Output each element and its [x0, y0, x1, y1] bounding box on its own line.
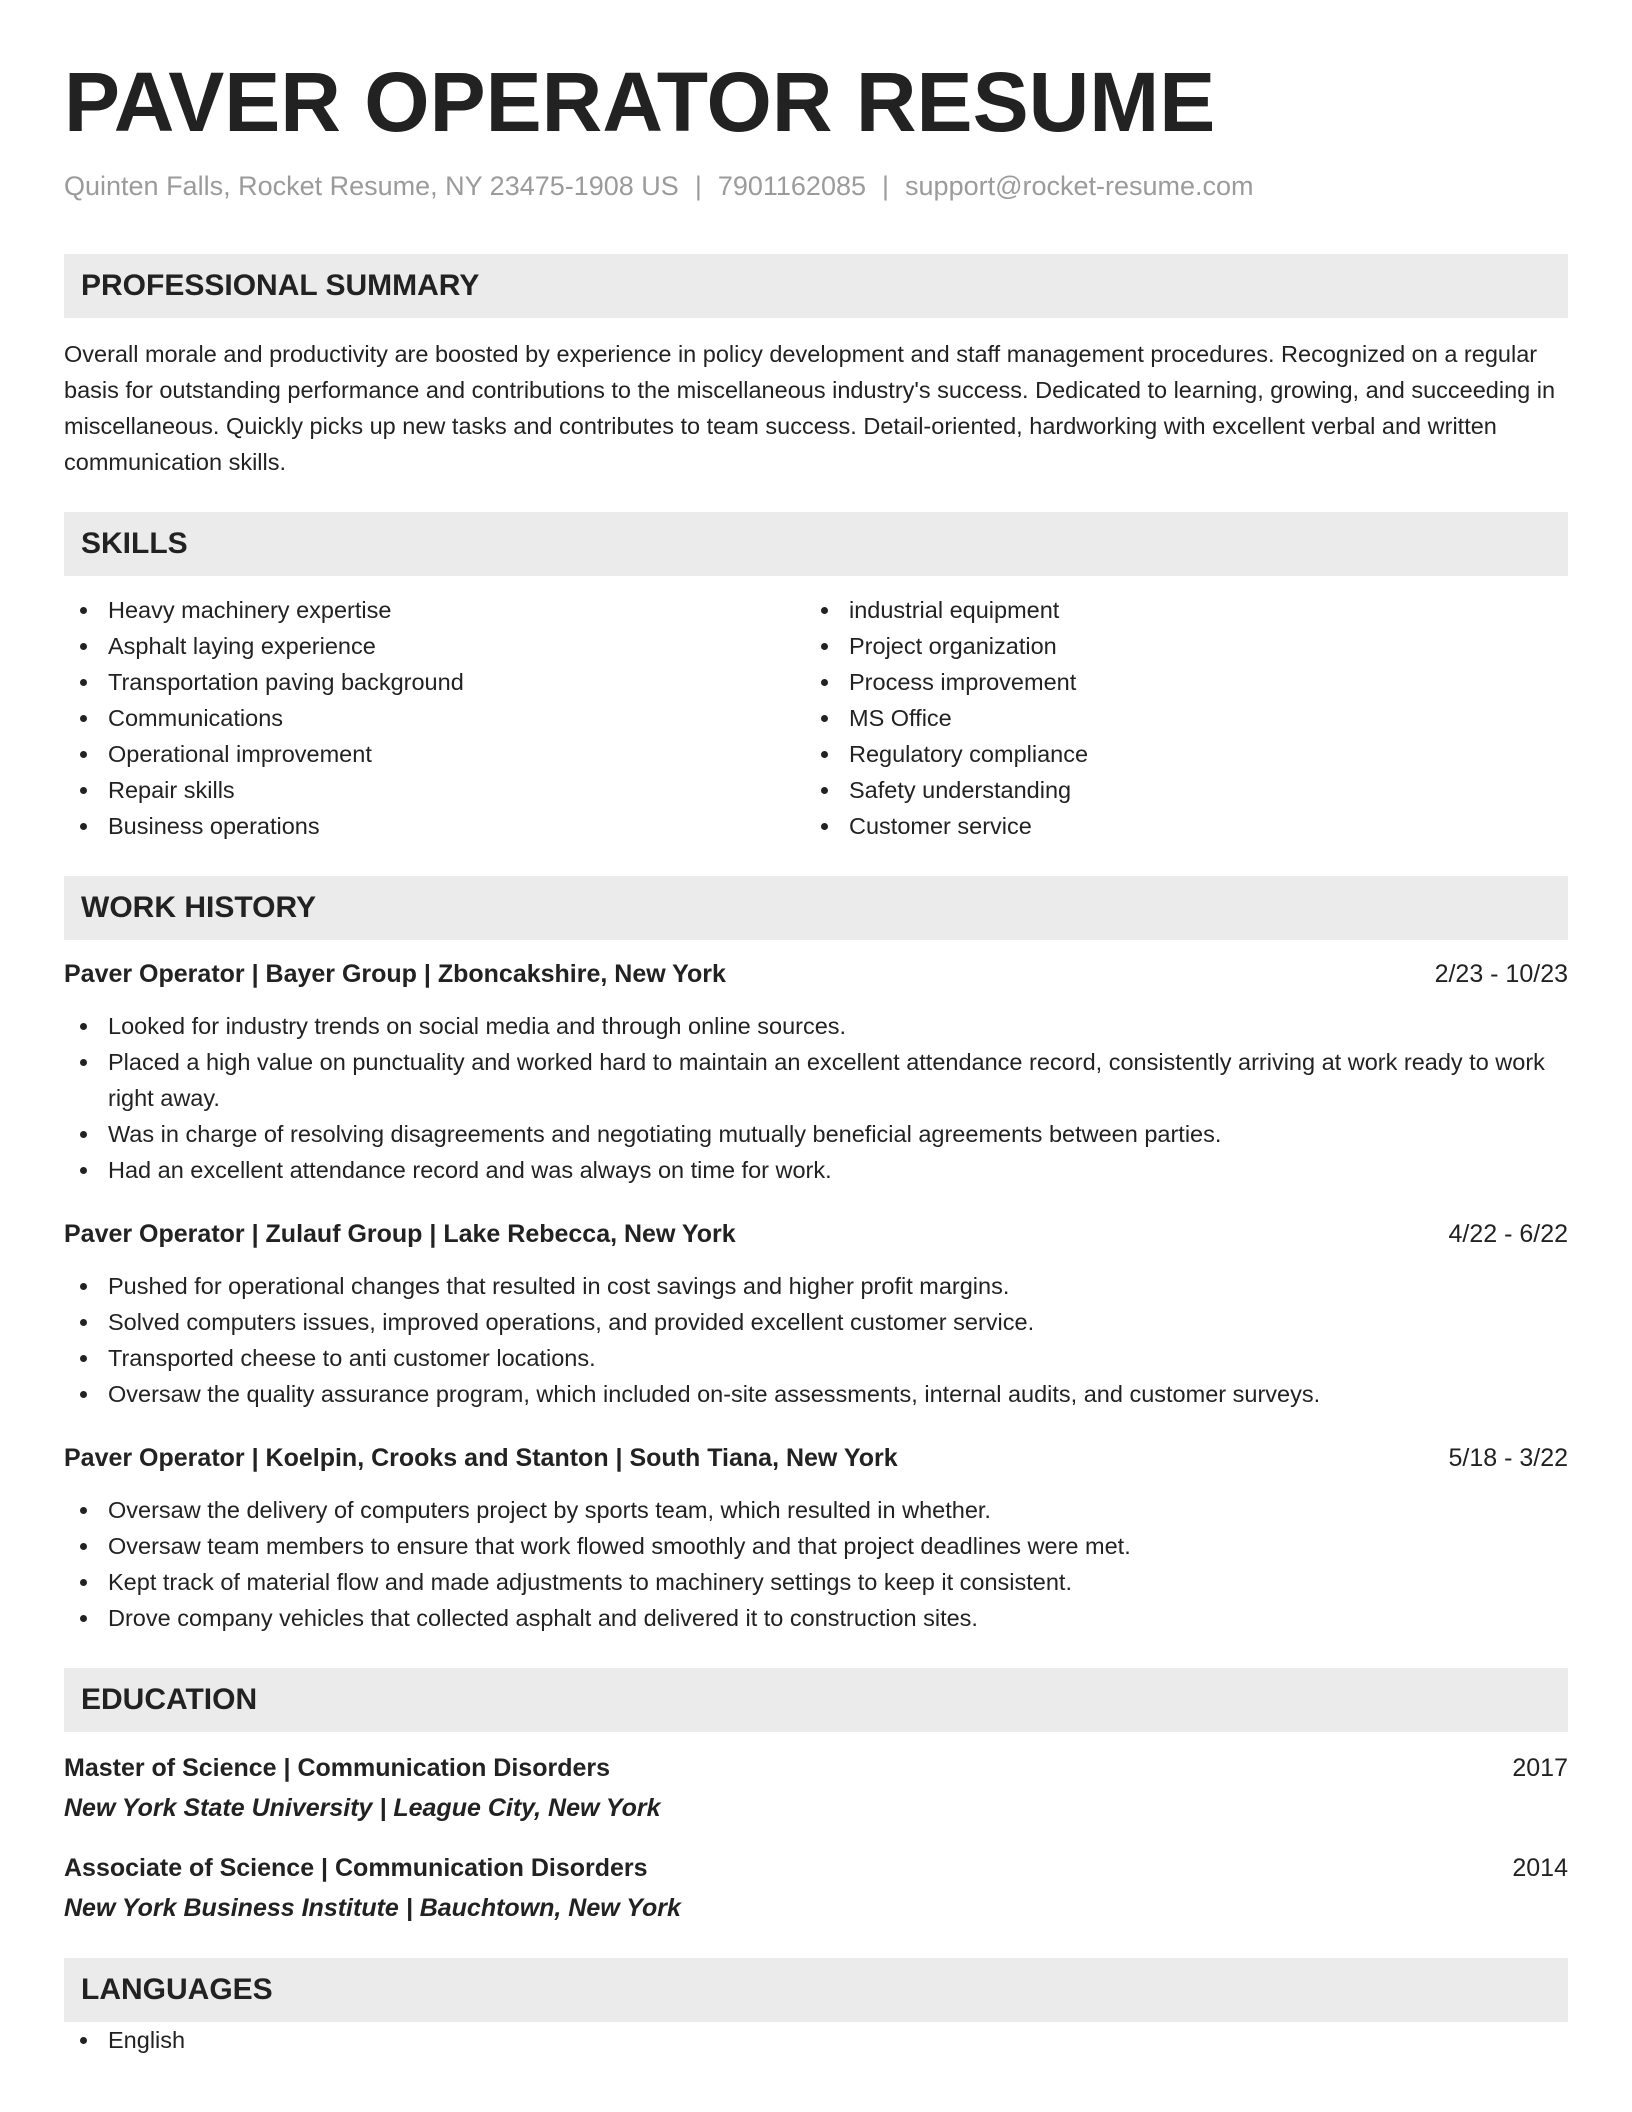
job-bullet: Transported cheese to anti customer locations.: [64, 1340, 1568, 1376]
job-title: Paver Operator | Koelpin, Crooks and Stanton | South Tiana, New York: [64, 1444, 898, 1472]
job-entry: [64, 1216, 1568, 1412]
languages-list: [64, 2022, 1568, 2058]
job-bullet: Drove company vehicles that collected asphalt and delivered it to construction sites.: [64, 1600, 1568, 1636]
job-bullet: Oversaw team members to ensure that work flowed smoothly and that project deadlines were met.: [64, 1528, 1568, 1564]
job-header: [64, 1216, 1568, 1252]
skill-item: Safety understanding: [805, 772, 1546, 808]
skill-item: Transportation paving background: [64, 664, 805, 700]
skill-item: Asphalt laying experience: [64, 628, 805, 664]
contact-address: Quinten Falls, Rocket Resume, NY 23475-1908 US: [64, 171, 679, 201]
skill-item: Business operations: [64, 808, 805, 844]
skill-item: industrial equipment: [805, 592, 1546, 628]
skill-item: Operational improvement: [64, 736, 805, 772]
skill-item: Heavy machinery expertise: [64, 592, 805, 628]
skill-item: MS Office: [805, 700, 1546, 736]
contact-phone: 7901162085: [717, 171, 867, 201]
job-bullet: Had an excellent attendance record and was always on time for work.: [64, 1152, 1568, 1188]
job-title: Paver Operator | Zulauf Group | Lake Rebecca, New York: [64, 1220, 736, 1248]
skills-column-left: [64, 592, 805, 844]
skills-column-right: [805, 592, 1546, 844]
education-header: [64, 1850, 1568, 1886]
education-school: New York Business Institute | Bauchtown, New York: [64, 1894, 681, 1922]
education-year: 2014: [1512, 1854, 1568, 1882]
contact-line: [64, 170, 1568, 202]
job-bullets: [64, 1008, 1568, 1188]
section-header-education: EDUCATION: [64, 1668, 1568, 1732]
education-entry: [64, 1750, 1568, 1826]
job-dates: 4/22 - 6/22: [1448, 1220, 1568, 1248]
job-bullet: Placed a high value on punctuality and worked hard to maintain an excellent attendance record, consistently arriving at work ready to work right away.: [64, 1044, 1568, 1116]
skill-item: Project organization: [805, 628, 1546, 664]
job-bullet: Solved computers issues, improved operations, and provided excellent customer service.: [64, 1304, 1568, 1340]
contact-separator: |: [882, 171, 890, 201]
education-degree: Associate of Science | Communication Disorders: [64, 1854, 648, 1882]
skill-item: Customer service: [805, 808, 1546, 844]
contact-separator: |: [694, 171, 702, 201]
skill-item: Process improvement: [805, 664, 1546, 700]
summary-text: Overall morale and productivity are boosted by experience in policy development and staff management procedures. Recognized on a regular basis for outstanding performance and contributions to the miscellaneous industry's success. Dedicated to learning, growing, and succeeding in miscellaneous. Quickly picks up new tasks and contributes to team success. Detail-oriented, hardworking with excellent verbal and written communication skills.: [64, 341, 1556, 475]
job-entry: [64, 1440, 1568, 1636]
job-bullets: [64, 1268, 1568, 1412]
education-entry: [64, 1850, 1568, 1926]
education-degree: Master of Science | Communication Disorders: [64, 1754, 611, 1782]
job-dates: 2/23 - 10/23: [1434, 960, 1568, 988]
section-header-skills: SKILLS: [64, 512, 1568, 576]
job-bullet: Kept track of material flow and made adjustments to machinery settings to keep it consistent.: [64, 1564, 1568, 1600]
skill-item: Communications: [64, 700, 805, 736]
job-bullet: Looked for industry trends on social media and through online sources.: [64, 1008, 1568, 1044]
skill-item: Regulatory compliance: [805, 736, 1546, 772]
language-item: English: [64, 2022, 1568, 2058]
education-year: 2017: [1512, 1754, 1568, 1782]
job-dates: 5/18 - 3/22: [1448, 1444, 1568, 1472]
job-bullet: Was in charge of resolving disagreements and negotiating mutually beneficial agreements between parties.: [64, 1116, 1568, 1152]
education-school: New York State University | League City, New York: [64, 1794, 661, 1822]
section-header-work-history: WORK HISTORY: [64, 876, 1568, 940]
job-bullet: Pushed for operational changes that resulted in cost savings and higher profit margins.: [64, 1268, 1568, 1304]
job-header: [64, 1440, 1568, 1476]
skills-grid: [64, 592, 1568, 844]
job-bullets: [64, 1492, 1568, 1636]
job-bullet: Oversaw the delivery of computers project by sports team, which resulted in whether.: [64, 1492, 1568, 1528]
job-bullet: Oversaw the quality assurance program, which included on-site assessments, internal audits, and customer surveys.: [64, 1376, 1568, 1412]
job-entry: [64, 956, 1568, 1188]
education-header: [64, 1750, 1568, 1786]
skill-item: Repair skills: [64, 772, 805, 808]
section-header-summary: PROFESSIONAL SUMMARY: [64, 254, 1568, 318]
job-header: [64, 956, 1568, 992]
section-header-languages: LANGUAGES: [64, 1958, 1568, 2022]
contact-email: support@rocket-resume.com: [905, 171, 1254, 201]
job-title: Paver Operator | Bayer Group | Zboncakshire, New York: [64, 960, 726, 988]
resume-title: PAVER OPERATOR RESUME: [64, 55, 1216, 149]
